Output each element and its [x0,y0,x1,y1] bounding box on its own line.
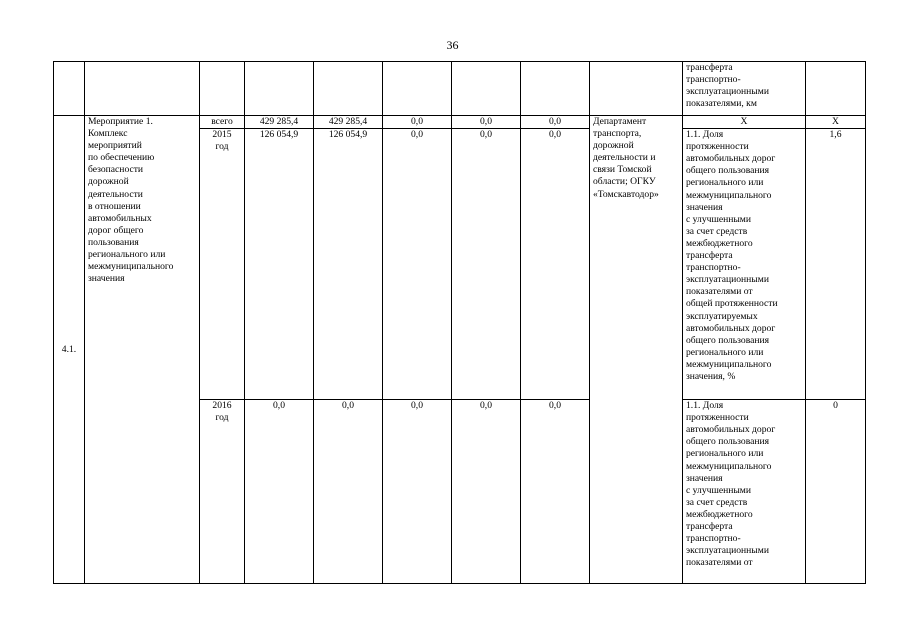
cell-empty [85,62,200,116]
cell-value-regional: 126 054,9 [314,129,383,400]
cell-period: всего [200,116,245,129]
cell-value: 0,0 [521,400,590,584]
cell-empty [452,62,521,116]
cell-value-total: 126 054,9 [245,129,314,400]
cell-value-total: 0,0 [245,400,314,584]
cell-indicator-value: 0 [806,400,866,584]
cell-empty [245,62,314,116]
cell-indicator: 1.1. Доля протяженности автомобильных дорог общего пользования регионального или межмуниципального значения с улучшенными за счет средств межбюджетного трансферта транспортно- эксплуатационными показателями от [683,400,806,584]
cell-empty [383,62,452,116]
cell-empty [590,62,683,116]
cell-period: 2015 год [200,129,245,400]
cell-indicator-continued: трансферта транспортно- эксплуатационными показателями, км [683,62,806,116]
cell-value-regional: 429 285,4 [314,116,383,129]
cell-value: 0,0 [452,116,521,129]
cell-value: 0,0 [383,116,452,129]
cell-value: 0,0 [521,129,590,400]
cell-period: 2016 год [200,400,245,584]
cell-empty [200,62,245,116]
cell-empty [314,62,383,116]
cell-empty [521,62,590,116]
table-row-continuation [54,62,866,116]
cell-indicator-value: Х [806,116,866,129]
cell-value: 0,0 [521,116,590,129]
cell-indicator: 1.1. Доля протяженности автомобильных дорог общего пользования регионального или межмуниципального значения с улучшенными за счет средств межбюджетного трансферта транспортно- эксплуатационными показателями от общей протяженности эксплуатируемых автомобильных дорог общего пользования регионального или межмуниципального значения, % [683,129,806,400]
cell-value: 0,0 [452,129,521,400]
cell-row-id: 4.1. [54,116,85,584]
cell-value-regional: 0,0 [314,400,383,584]
cell-value-total: 429 285,4 [245,116,314,129]
cell-value: 0,0 [383,129,452,400]
cell-indicator-value: 1,6 [806,129,866,400]
cell-value: 0,0 [383,400,452,584]
cell-empty [54,62,85,116]
cell-indicator: Х [683,116,806,129]
program-table [53,61,866,584]
cell-activity: Мероприятие 1. Комплекс мероприятий по обеспечению безопасности дорожной деятельности в отношении автомобильных дорог общего пользования регионального или межмуниципального значения [85,116,200,584]
cell-executor: Департамент транспорта, дорожной деятельности и связи Томской области; ОГКУ «Томскавтодор» [590,116,683,584]
table-row-total [54,116,866,129]
cell-value: 0,0 [452,400,521,584]
page-number: 36 [446,38,459,52]
cell-empty [806,62,866,116]
